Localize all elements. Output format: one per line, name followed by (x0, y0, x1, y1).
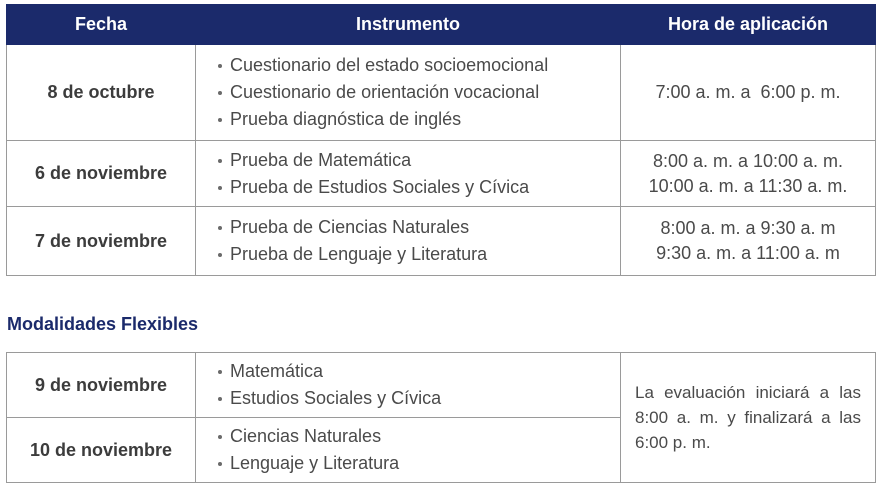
row-instruments (196, 141, 621, 207)
instrument-item: Prueba de Estudios Sociales y Cívica (216, 174, 620, 201)
table-row (7, 141, 876, 207)
schedule-table (6, 4, 876, 276)
instrument-item: Lenguaje y Literatura (216, 450, 620, 477)
instrument-item: Matemática (216, 358, 620, 385)
table-row (7, 207, 876, 276)
row-instruments (196, 418, 621, 483)
row-instruments (196, 353, 621, 418)
row-time (621, 141, 876, 207)
instrument-item: Cuestionario de orientación vocacional (216, 79, 620, 106)
flexible-table (6, 352, 876, 483)
time-range: 8:00 a. m. a 9:30 a. m (660, 218, 836, 238)
row-instruments (196, 207, 621, 276)
row-date: 7 de noviembre (7, 207, 196, 276)
instrument-item: Prueba de Ciencias Naturales (216, 214, 620, 241)
instrument-item: Cuestionario del estado socioemocional (216, 52, 620, 79)
time-range: 10:00 a. m. a 11:30 a. m. (648, 175, 848, 196)
row-date: 9 de noviembre (7, 353, 196, 418)
table-row (7, 353, 876, 418)
time-range: 9:30 a. m. a 11:00 a. m (656, 243, 840, 263)
row-instruments (196, 45, 621, 141)
header-date: Fecha (7, 5, 196, 45)
header-instrument: Instrumento (196, 5, 621, 45)
row-date: 10 de noviembre (7, 418, 196, 483)
time-range: 7:00 a. m. a 6:00 p. m. (655, 82, 841, 102)
flexible-time-note: La evaluación iniciará a las 8:00 a. m. y finalizará a las 6:00 p. m. (621, 353, 876, 483)
header-time: Hora de aplicación (621, 5, 876, 45)
instrument-item: Prueba diagnóstica de inglés (216, 106, 620, 133)
table-header-row (7, 5, 876, 45)
instrument-item: Ciencias Naturales (216, 423, 620, 450)
instrument-item: Estudios Sociales y Cívica (216, 385, 620, 412)
row-date: 6 de noviembre (7, 141, 196, 207)
section-title: Modalidades Flexibles (7, 314, 199, 334)
time-range: 8:00 a. m. a 10:00 a. m. (652, 150, 844, 171)
table-row (7, 45, 876, 141)
row-time (621, 207, 876, 276)
row-time (621, 45, 876, 141)
row-date: 8 de octubre (7, 45, 196, 141)
instrument-item: Prueba de Lenguaje y Literatura (216, 241, 620, 268)
instrument-item: Prueba de Matemática (216, 147, 620, 174)
